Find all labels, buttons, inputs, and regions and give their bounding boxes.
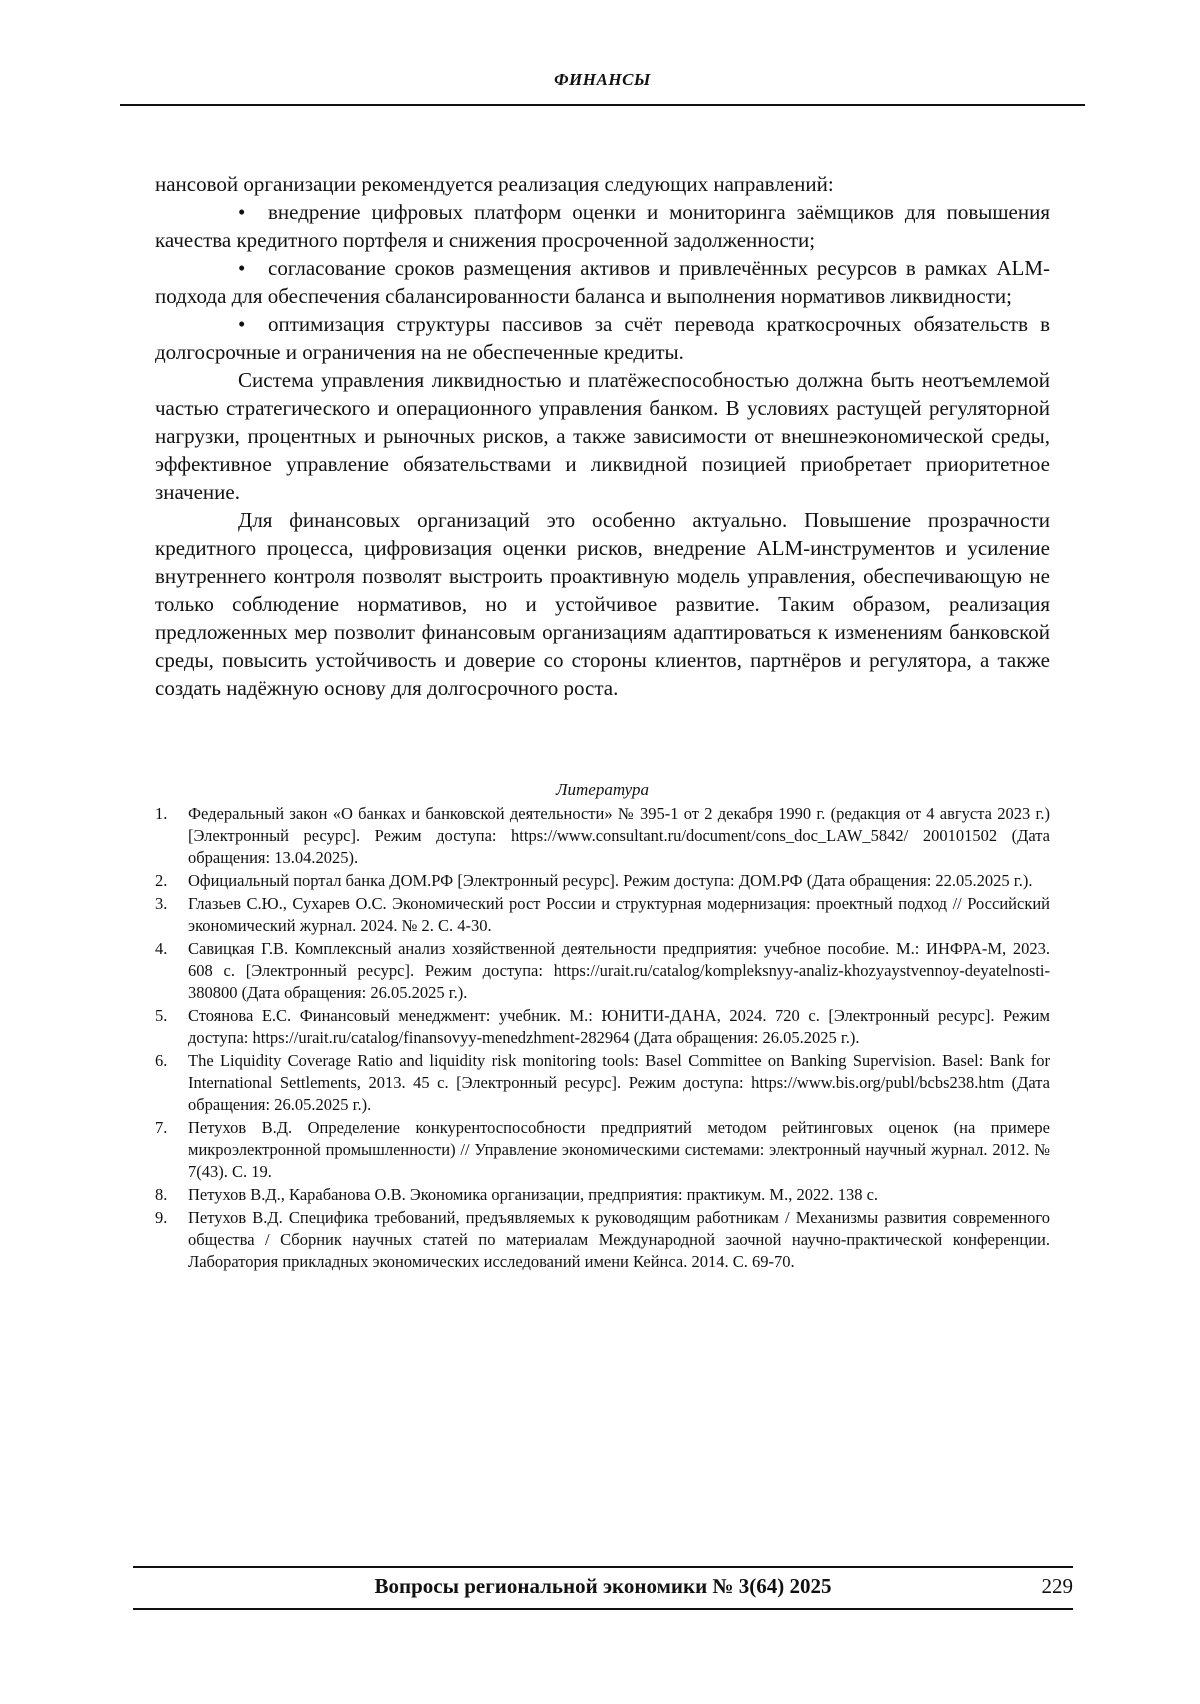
reference-item (155, 1184, 1050, 1206)
page-number: 229 (1041, 1574, 1073, 1598)
intro-paragraph: нансовой организации рекомендуется реализация следующих направлений: (155, 172, 834, 196)
reference-number: 8. (155, 1185, 168, 1204)
reference-item (155, 1207, 1050, 1273)
reference-number: 4. (155, 939, 168, 958)
reference-item (155, 870, 1050, 892)
journal-title: Вопросы региональной экономики № 3(64) 2025 (374, 1574, 832, 1598)
reference-item (155, 1117, 1050, 1183)
reference-item (155, 938, 1050, 1004)
bullet-item (155, 310, 1050, 366)
reference-text: Савицкая Г.В. Комплексный анализ хозяйственной деятельности предприятия: учебное пособие. М.: ИНФРА-М, 2023. 608 с. [Электронный ресурс]. Режим доступа: https://urait.ru/catalog/kompleksnyy-analiz-khozyaystvennoy-deyatelnosti-380800 (Дата обращения: 26.05.2025 г.). (188, 939, 1050, 1002)
reference-text: Стоянова Е.С. Финансовый менеджмент: учебник. М.: ЮНИТИ-ДАНА, 2024. 720 с. [Электронный ресурс]. Режим доступа: https://urait.ru/catalog/finansovyy-menedzhment-282964 (Дата обращения: 26.05.2025 г.). (188, 1006, 1050, 1047)
article-body (155, 170, 1050, 702)
reference-item (155, 803, 1050, 869)
references-title: Литература (555, 780, 649, 799)
reference-number: 2. (155, 871, 168, 890)
reference-text: Глазьев С.Ю., Сухарев О.С. Экономический рост России и структурная модернизация: проектный подход // Российский экономический журнал. 2024. № 2. С. 4-30. (188, 894, 1050, 935)
bullet-text: согласование сроков размещения активов и привлечённых ресурсов в рамках ALM-подхода для обеспечения сбалансированности баланса и выполнения нормативов ликвидности; (155, 256, 1050, 308)
references-list (155, 803, 1050, 1274)
reference-text: Петухов В.Д. Определение конкурентоспособности предприятий методом рейтинговых оценок (на примере микроэлектронной промышленности) // Управление экономическими системами: электронный научный журнал. 2012. № 7(43). С. 19. (188, 1118, 1050, 1181)
bullet-text: внедрение цифровых платформ оценки и мониторинга заёмщиков для повышения качества кредитного портфеля и снижения просроченной задолженности; (155, 200, 1050, 252)
bullet-item (155, 198, 1050, 254)
bullet-icon: • (238, 256, 246, 280)
footer-divider-bottom (133, 1608, 1073, 1610)
reference-number: 5. (155, 1006, 168, 1025)
reference-text: Официальный портал банка ДОМ.РФ [Электронный ресурс]. Режим доступа: ДОМ.РФ (Дата обращения: 22.05.2025 г.). (188, 871, 1033, 890)
bullet-icon: • (238, 312, 246, 336)
bullet-text: оптимизация структуры пассивов за счёт перевода краткосрочных обязательств в долгосрочные и ограничения на не обеспеченные кредиты. (155, 312, 1050, 364)
header-divider (120, 104, 1085, 106)
reference-number: 9. (155, 1208, 168, 1227)
section-title: ФИНАНСЫ (554, 70, 651, 89)
reference-number: 3. (155, 894, 168, 913)
footer-divider-top (133, 1566, 1073, 1568)
reference-number: 7. (155, 1118, 168, 1137)
reference-number: 1. (155, 804, 168, 823)
bullet-icon: • (238, 200, 246, 224)
reference-item (155, 1005, 1050, 1049)
reference-text: Петухов В.Д. Специфика требований, предъявляемых к руководящим работникам / Механизмы развития современного общества / Сборник научных статей по материалам Международной заочной научно-практической конференции. Лаборатория прикладных экономических исследований имени Кейнса. 2014. С. 69-70. (188, 1208, 1050, 1271)
body-paragraph: Система управления ликвидностью и платёжеспособностью должна быть неотъемлемой частью стратегического и операционного управления банком. В условиях растущей регуляторной нагрузки, процентных и рыночных рисков, а также зависимости от внешнеэкономической среды, эффективное управление обязательствами и ликвидной позицией приобретает приоритетное значение. (155, 368, 1050, 504)
bullet-item (155, 254, 1050, 310)
reference-text: Петухов В.Д., Карабанова О.В. Экономика организации, предприятия: практикум. М., 2022. 138 с. (188, 1185, 879, 1204)
reference-item (155, 1050, 1050, 1116)
reference-text: The Liquidity Coverage Ratio and liquidity risk monitoring tools: Basel Committee on Banking Supervision. Basel: Bank for International Settlements, 2013. 45 с. [Электронный ресурс]. Режим доступа: https://www.bis.org/publ/bcbs238.htm (Дата обращения: 26.05.2025 г.). (188, 1051, 1050, 1114)
reference-text: Федеральный закон «О банках и банковской деятельности» № 395-1 от 2 декабря 1990 г. (редакция от 4 августа 2023 г.) [Электронный ресурс]. Режим доступа: https://www.consultant.ru/document/cons_doc_LAW_5842/ 200101502 (Дата обращения: 13.04.2025). (188, 804, 1050, 867)
body-paragraph: Для финансовых организаций это особенно актуально. Повышение прозрачности кредитного процесса, цифровизация оценки рисков, внедрение ALM-инструментов и усиление внутреннего контроля позволят выстроить проактивную модель управления, обеспечивающую не только соблюдение нормативов, но и устойчивое развитие. Таким образом, реализация предложенных мер позволит финансовым организациям адаптироваться к изменениям банковской среды, повысить устойчивость и доверие со стороны клиентов, партнёров и регулятора, а также создать надёжную основу для долгосрочного роста. (155, 508, 1050, 700)
reference-number: 6. (155, 1051, 168, 1070)
reference-item (155, 893, 1050, 937)
